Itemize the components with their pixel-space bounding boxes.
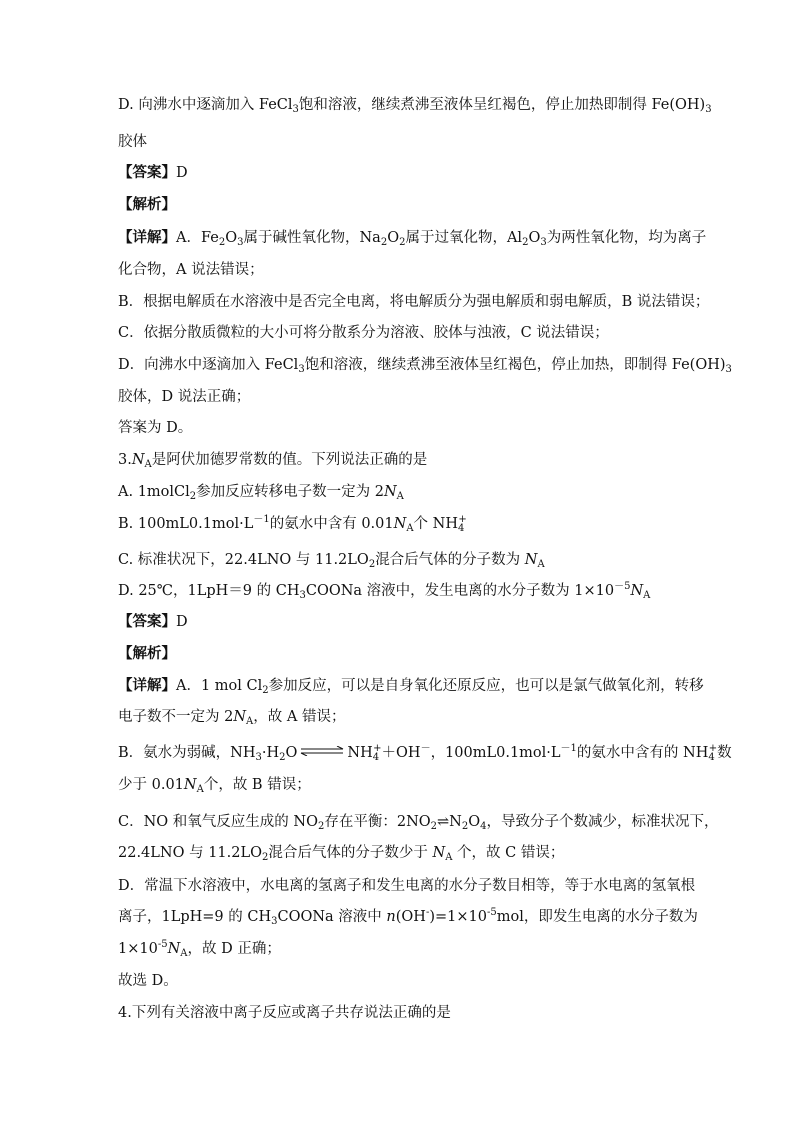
detail-c-q3: C．NO 和氧气反应生成的 $NO_2$存在平衡：$2NO_2\rightleftharpoons N_2O_4$，导致分子个数减少，标准状况下， <box>118 814 719 832</box>
detail-a-q2: 【详解】A．$Fe_2O_3$属于碱性氧化物，$Na_2O_2$属于过氧化物，$Al_2O_3$为两性氧化物，均为离子 <box>118 229 707 248</box>
option-c-q3: C. 标准状况下，22.4LNO 与 $11.2LO_2$混合后气体的分子数为 $N_A$ <box>118 552 545 570</box>
detail-c-q2: C．依据分散质微粒的大小可将分散系分为溶液、胶体与浊液，C 说法错误； <box>118 325 609 341</box>
option-a-q3: A. 1molCl$_2$参加反应转移电子数一定为 $2N_A$ <box>118 484 404 502</box>
detail-d-q3-cont: 离子，1LpH=9 的 $CH_3COONa$ 溶液中 $n(OH^-)=1\times 10^{-5}mol$，即发生电离的水分子数为 <box>118 907 698 927</box>
detail-b-q2: B．根据电解质在水溶液中是否完全电离，将电解质分为强电解质和弱电解质，B 说法错误； <box>118 294 710 310</box>
analysis-heading-q3: 【解析】 <box>118 645 176 662</box>
detail-a-q3: 【详解】A．1 mol $Cl_2$参加反应，可以是自身氧化还原反应，也可以是氯气做氧化剂，转移 <box>118 677 704 696</box>
option-b-q3: B. $100mL0.1mol\cdot L^{-1}$的氨水中含有 $0.01N_A$个 $NH_4^+$ <box>118 514 467 534</box>
answer-summary-q2: 答案为 D。 <box>118 420 193 436</box>
detail-b-q3-cont: 少于 $0.01N_A$个，故 B 错误； <box>118 777 311 795</box>
detail-d-q2: D．向沸水中逐滴加入 FeCl$_3$饱和溶液，继续煮沸至液体呈红褐色，停止加热，即制得 $Fe(OH)_3$ <box>118 357 732 375</box>
detail-b-q3: B．氨水为弱碱，$NH_3\cdot H_2O$ $NH_4^++OH^-$，$100mL0.1mol\cdot L^{-1}$的氨水中含有的 $NH_4^+$数 <box>118 743 732 763</box>
option-d-q3: D. 25℃，1LpH＝9 的 $CH_3COONa$ 溶液中，发生电离的水分子数为 $1\times 10^{-5}N_A$ <box>118 581 651 601</box>
detail-d-q2-cont: 胶体，D 说法正确； <box>118 389 251 405</box>
answer-q2: 【答案】D <box>118 164 188 181</box>
equilibrium-arrow-icon <box>299 746 345 756</box>
detail-c-q3-cont: 22.4LNO 与 $11.2LO_2$混合后气体的分子数少于 $N_A$ 个，故 C 错误； <box>118 845 565 863</box>
option-d-q2: D. 向沸水中逐滴加入 FeCl$_3$饱和溶液，继续煮沸至液体呈红褐色，停止加热即制得 $Fe(OH)_3$ <box>118 97 712 115</box>
question-3: $3.N_A$是阿伏加德罗常数的值。下列说法正确的是 <box>118 452 428 470</box>
analysis-heading-q2: 【解析】 <box>118 196 176 213</box>
question-4: 4.下列有关溶液中离子反应或离子共存说法正确的是 <box>118 1005 451 1021</box>
detail-d-q3: D．常温下水溶液中，水电离的氢离子和发生电离的水分子数目相等，等于水电离的氢氧根 <box>118 878 696 894</box>
conclusion-q3: 故选 D。 <box>118 973 178 989</box>
detail-a-q3-cont: 电子数不一定为 $2N_A$，故 A 错误； <box>118 709 346 727</box>
detail-a-q2-cont: 化合物，A 说法错误； <box>118 262 264 278</box>
detail-d-q3-cont2: $1\times 10^{-5}N_A$，故 D 正确； <box>118 939 281 959</box>
option-d-q2-cont: 胶体 <box>118 134 147 150</box>
answer-q3: 【答案】D <box>118 613 188 630</box>
